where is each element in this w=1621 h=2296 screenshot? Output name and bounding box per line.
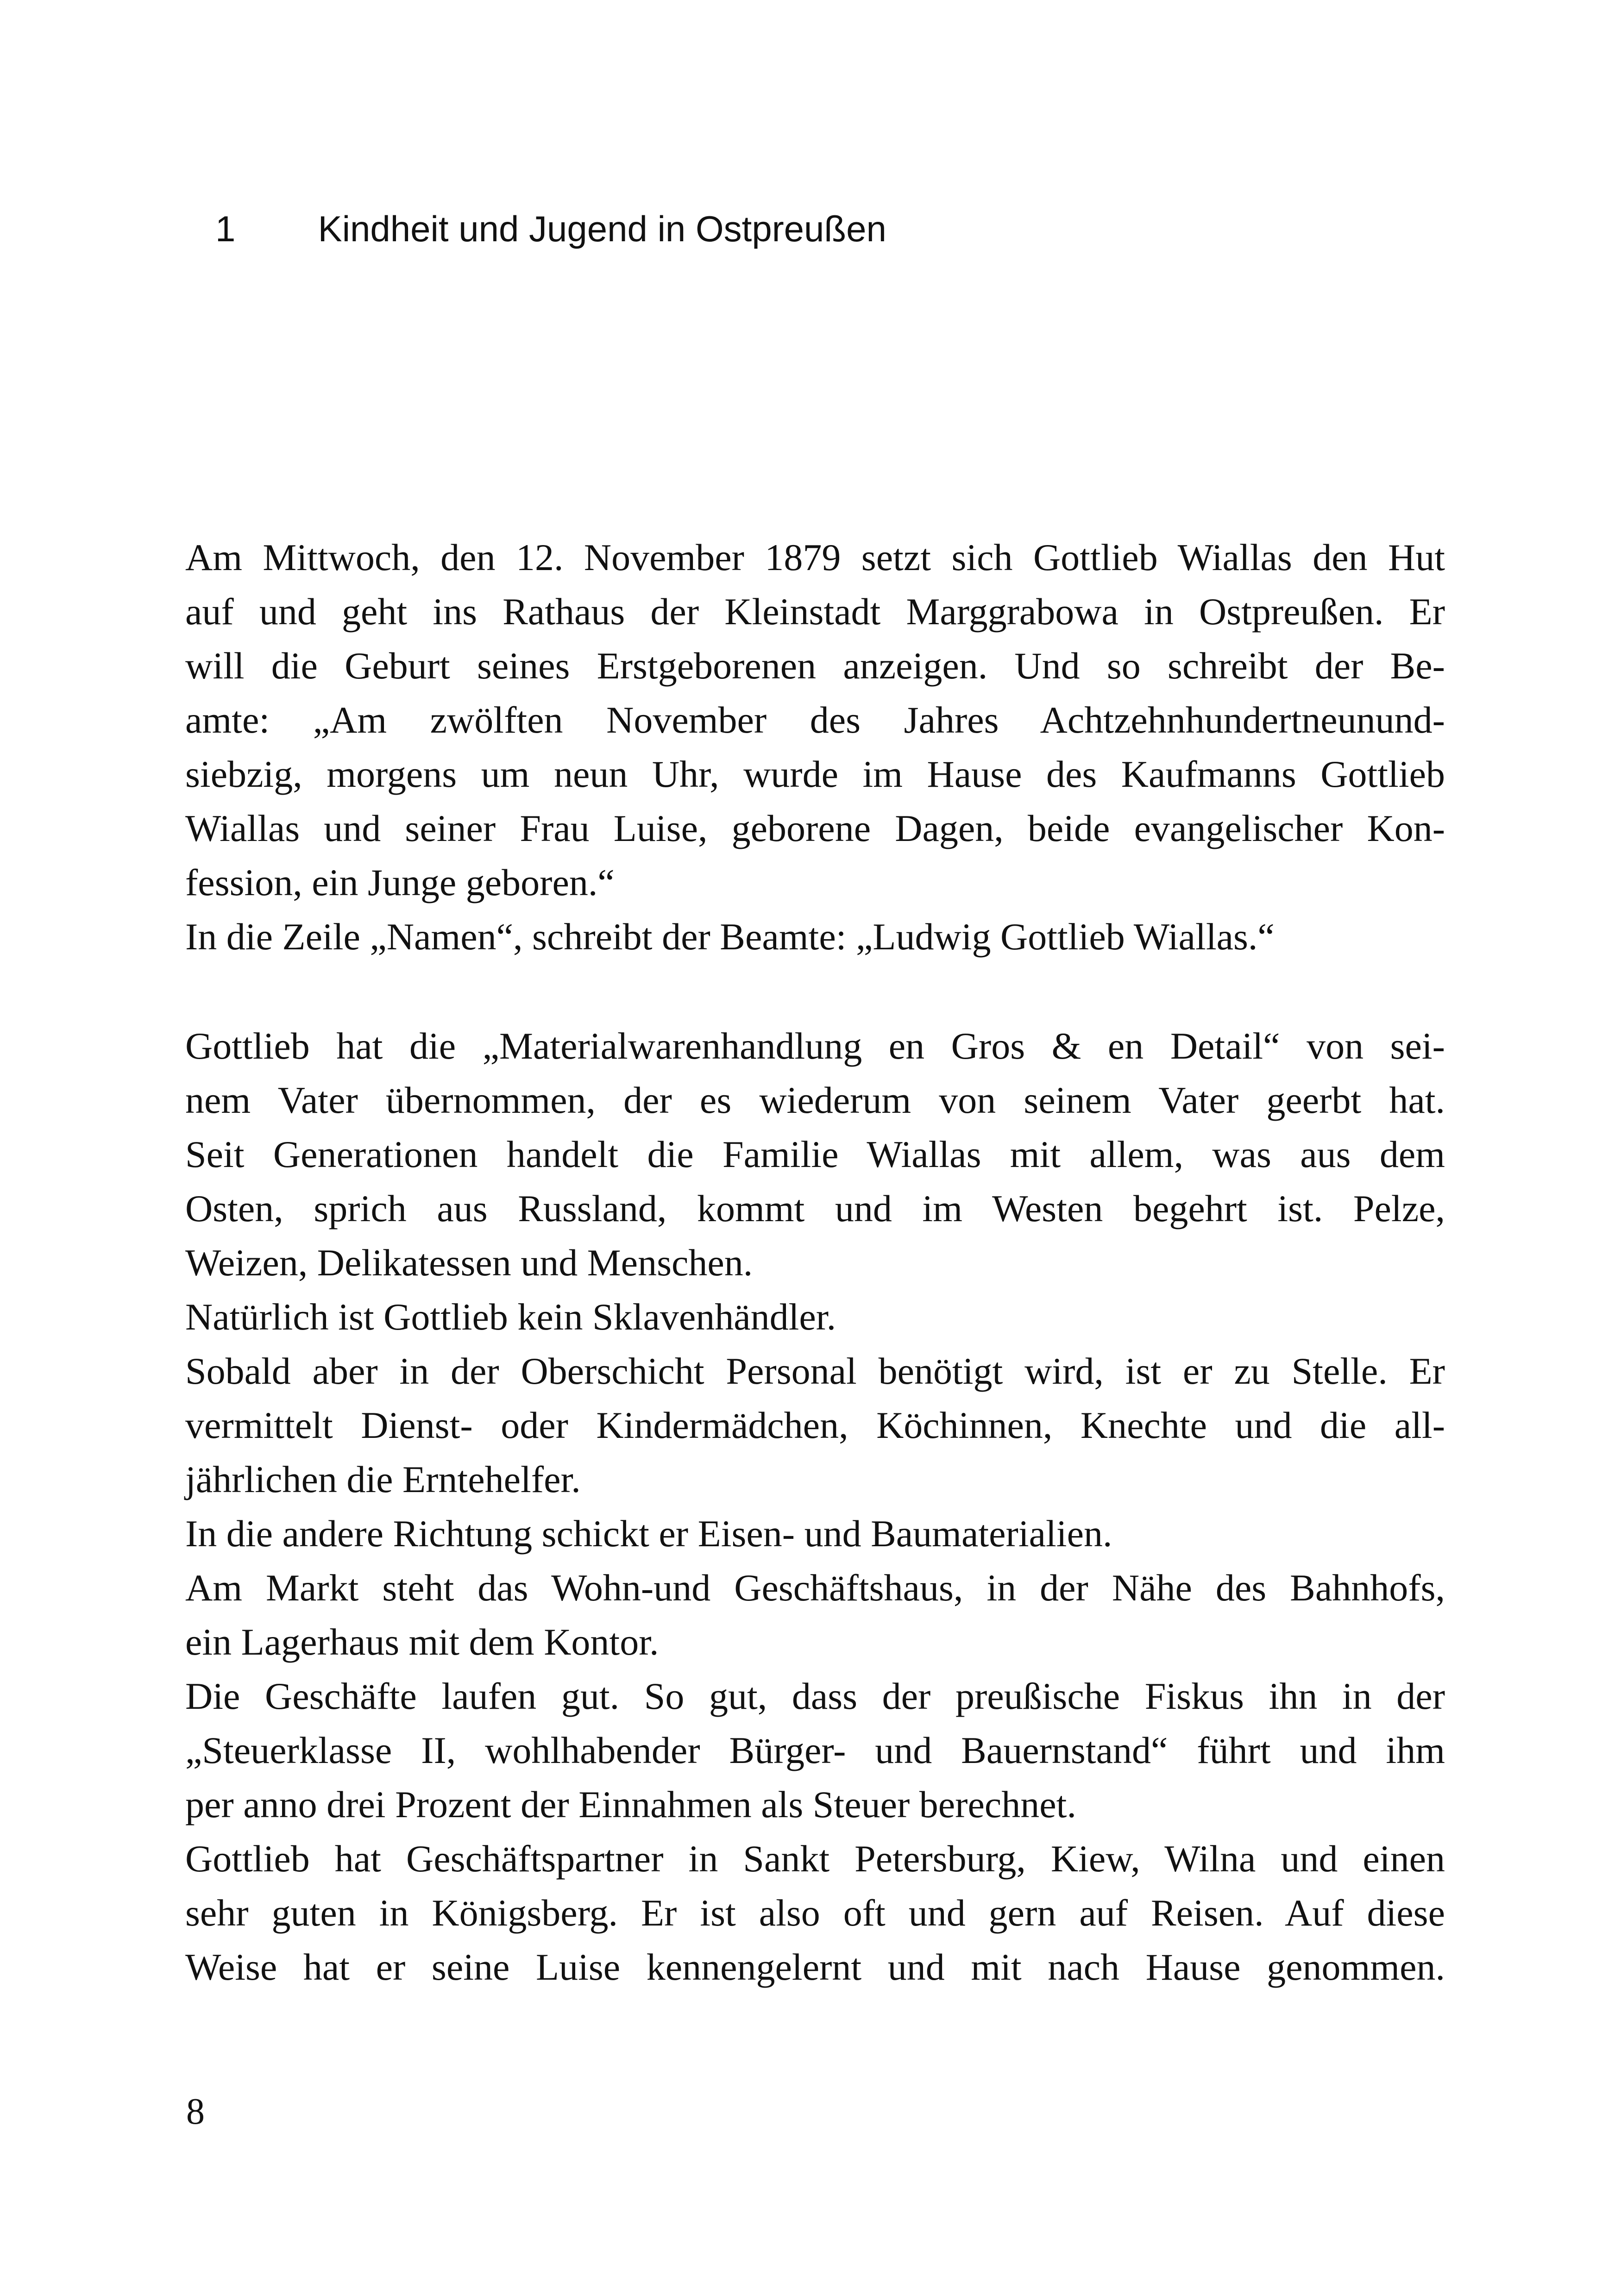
text-line: Natürlich ist Gottlieb kein Sklavenhändler. <box>185 1296 836 1338</box>
chapter-number: 1 <box>215 208 236 249</box>
text-line: will die Geburt seines Erstgeborenen anzeigen. Und so schreibt der Be- <box>185 645 1445 687</box>
text-line: Am Markt steht das Wohn-und Geschäftshaus, in der Nähe des Bahnhofs, <box>185 1567 1445 1609</box>
text-line: Wiallas und seiner Frau Luise, geborene Dagen, beide evangelischer Kon- <box>185 807 1445 849</box>
text-line: sehr guten in Königsberg. Er ist also oft und gern auf Reisen. Auf diese <box>185 1892 1445 1934</box>
text-line: nem Vater übernommen, der es wiederum von seinem Vater geerbt hat. <box>185 1079 1445 1121</box>
text-line: Gottlieb hat Geschäftspartner in Sankt Petersburg, Kiew, Wilna und einen <box>185 1838 1445 1880</box>
text-line: Sobald aber in der Oberschicht Personal benötigt wird, ist er zu Stelle. Er <box>185 1350 1445 1392</box>
text-line: In die Zeile „Namen“, schreibt der Beamte: „Ludwig Gottlieb Wiallas.“ <box>185 916 1275 958</box>
text-line: In die andere Richtung schickt er Eisen- und Baumaterialien. <box>185 1512 1112 1555</box>
text-line: „Steuerklasse II, wohlhabender Bürger- und Bauernstand“ führt und ihm <box>185 1729 1445 1771</box>
text-line: auf und geht ins Rathaus der Kleinstadt Marggrabowa in Ostpreußen. Er <box>185 590 1445 633</box>
text-line: siebzig, morgens um neun Uhr, wurde im Hause des Kaufmanns Gottlieb <box>185 753 1445 795</box>
text-line: Am Mittwoch, den 12. November 1879 setzt sich Gottlieb Wiallas den Hut <box>185 536 1445 578</box>
paragraph-family-business <box>185 1019 1445 1994</box>
text-line: amte: „Am zwölften November des Jahres Achtzehnhundertneunund- <box>185 699 1445 741</box>
text-line: Gottlieb hat die „Materialwarenhandlung en Gros & en Detail“ von sei- <box>185 1025 1445 1067</box>
text-line: Seit Generationen handelt die Familie Wiallas mit allem, was aus dem <box>185 1133 1445 1175</box>
text-line: Die Geschäfte laufen gut. So gut, dass der preußische Fiskus ihn in der <box>185 1675 1445 1717</box>
page-number: 8 <box>186 2091 205 2132</box>
text-line: per anno drei Prozent der Einnahmen als Steuer berechnet. <box>185 1783 1076 1826</box>
chapter-heading <box>215 208 886 249</box>
text-line: jährlichen die Erntehelfer. <box>185 1458 581 1500</box>
text-line: ein Lagerhaus mit dem Kontor. <box>185 1621 659 1663</box>
paragraph-birth-record <box>185 530 1445 964</box>
text-line: fession, ein Junge geboren.“ <box>185 861 615 903</box>
text-line: Weizen, Delikatessen und Menschen. <box>185 1242 753 1284</box>
text-line: Weise hat er seine Luise kennengelernt und mit nach Hause genommen. <box>185 1946 1445 1988</box>
text-line: vermittelt Dienst- oder Kindermädchen, Köchinnen, Knechte und die all- <box>185 1404 1445 1446</box>
text-line: Osten, sprich aus Russland, kommt und im Westen begehrt ist. Pelze, <box>185 1187 1445 1230</box>
chapter-title: Kindheit und Jugend in Ostpreußen <box>318 208 886 249</box>
